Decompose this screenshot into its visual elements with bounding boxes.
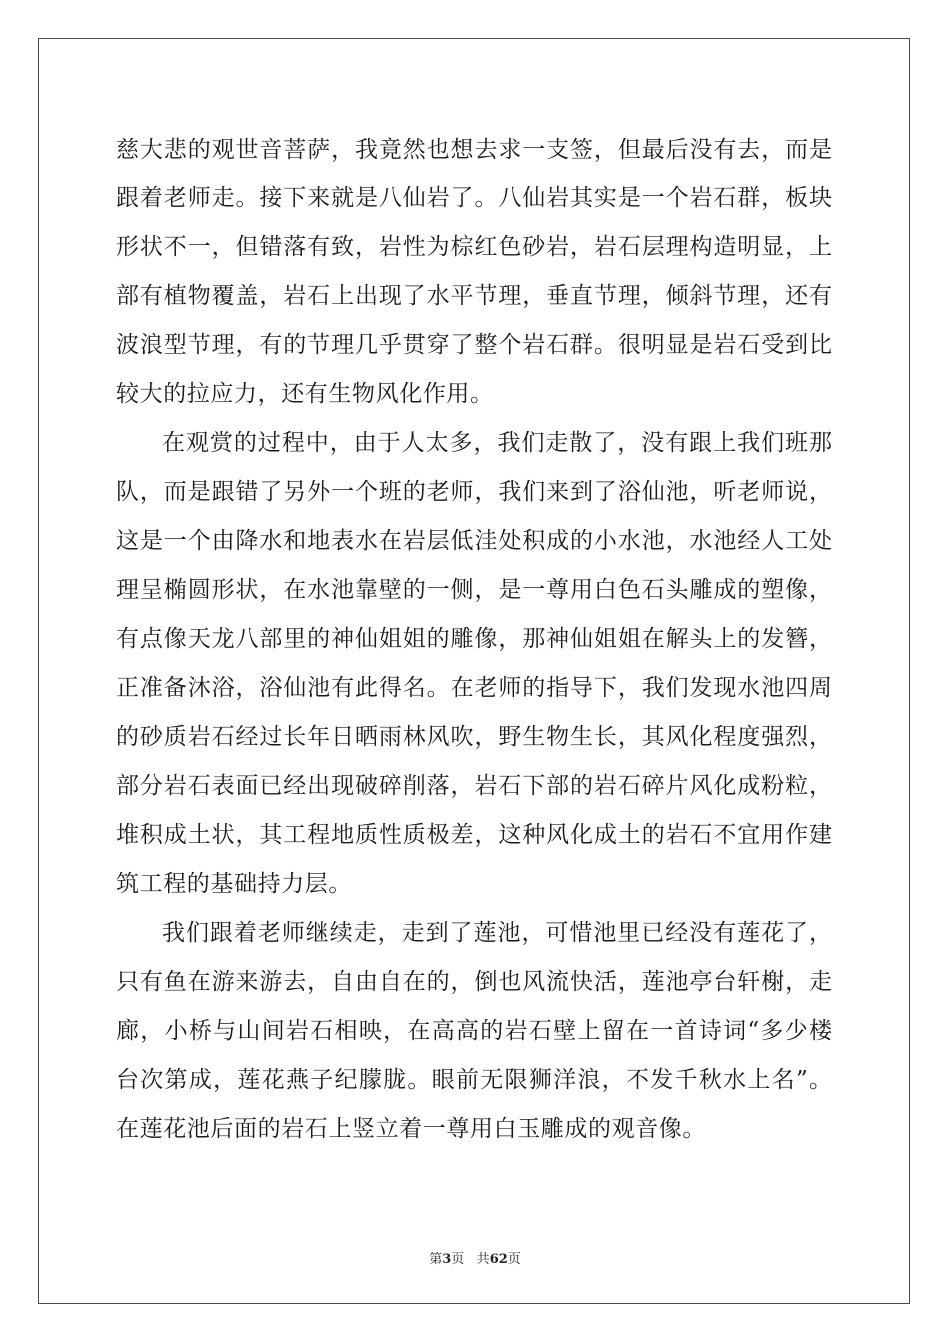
text-line: 形状不一，但错落有致，岩性为棕红色砂岩，岩石层理构造明显，上 xyxy=(116,234,832,260)
text-line: 在莲花池后面的岩石上竖立着一尊用白玉雕成的观音像。 xyxy=(116,1116,706,1142)
paragraph-first-line: 我们跟着老师继续走，走到了莲池，可惜池里已经没有莲花了， xyxy=(162,920,832,946)
footer-total-suffix: 页 xyxy=(507,1252,521,1267)
text-line: 理呈椭圆形状，在水池靠壁的一侧，是一尊用白色石头雕成的塑像， xyxy=(116,577,832,603)
text-line: 波浪型节理，有的节理几乎贯穿了整个岩石群。很明显是岩石受到比 xyxy=(116,332,832,358)
text-line: 台次第成，莲花燕子纪朦胧。眼前无限狮洋浪，不发千秋水上名”。 xyxy=(116,1067,832,1093)
footer-page-suffix: 页 xyxy=(451,1252,465,1267)
text-line: 的砂质岩石经过长年日晒雨林风吹，野生物生长，其风化程度强烈， xyxy=(116,724,832,750)
text-line: 堆积成土状，其工程地质性质极差，这种风化成土的岩石不宜用作建 xyxy=(116,822,832,848)
text-line: 较大的拉应力，还有生物风化作用。 xyxy=(116,381,494,407)
text-line: 正准备沐浴，浴仙池有此得名。在老师的指导下，我们发现水池四周 xyxy=(116,675,832,701)
text-line: 只有鱼在游来游去，自由自在的，倒也风流快活，莲池亭台轩榭，走 xyxy=(116,969,832,995)
text-line: 部分岩石表面已经出现破碎削落，岩石下部的岩石碎片风化成粉粒， xyxy=(116,773,832,799)
text-line: 慈大悲的观世音菩萨，我竟然也想去求一支签，但最后没有去，而是 xyxy=(116,137,832,163)
text-line: 筑工程的基础持力层。 xyxy=(116,871,352,897)
text-line: 这是一个由降水和地表水在岩层低洼处积成的小水池，水池经人工处 xyxy=(116,528,832,554)
text-line: 部有植物覆盖，岩石上出现了水平节理，垂直节理，倾斜节理，还有 xyxy=(116,283,832,309)
text-line: 有点像天龙八部里的神仙姐姐的雕像，那神仙姐姐在解头上的发簪， xyxy=(116,626,832,652)
page-footer xyxy=(0,1248,950,1267)
text-line: 廊，小桥与山间岩石相映，在高高的岩石壁上留在一首诗词“多少楼 xyxy=(116,1018,832,1044)
footer-page-number: 3 xyxy=(442,1252,452,1267)
text-line: 跟着老师走。接下来就是八仙岩了。八仙岩其实是一个岩石群，板块 xyxy=(116,185,832,211)
paragraph-first-line: 在观赏的过程中，由于人太多，我们走散了，没有跟上我们班那 xyxy=(162,430,832,456)
footer-total-pages: 62 xyxy=(489,1252,508,1267)
footer-total-prefix: 共 xyxy=(476,1252,490,1267)
footer-page-prefix: 第 xyxy=(429,1252,443,1267)
text-line: 队，而是跟错了另外一个班的老师，我们来到了浴仙池，听老师说， xyxy=(116,479,832,505)
